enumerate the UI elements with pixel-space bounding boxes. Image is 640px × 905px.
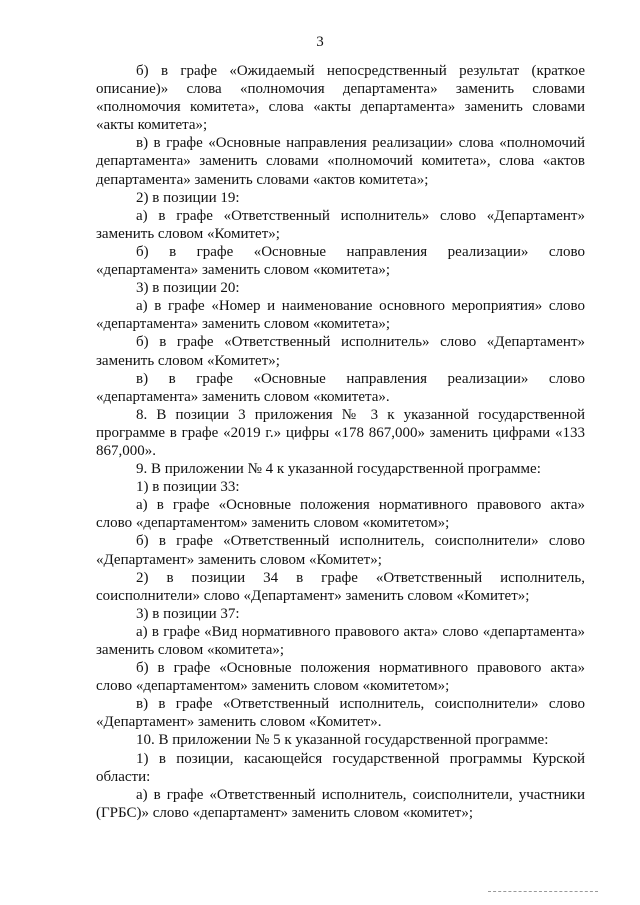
paragraph: в) в графе «Основные направления реализации» слова «полномочий департамента» заменить словами «полномочий комитета», слова «актов департамента» заменить словами «актов комитета»; xyxy=(96,135,585,188)
paragraph: б) в графе «Основные положения нормативного правового акта» слово «департаментом» заменить словом «комитетом»; xyxy=(96,660,585,695)
paragraph: 9. В приложении № 4 к указанной государственной программе: xyxy=(136,461,541,478)
page-number: 3 xyxy=(316,34,324,50)
paragraph: а) в графе «Номер и наименование основного мероприятия» слово «департамента» заменить словом «комитета»; xyxy=(96,298,585,333)
paragraph: 1) в позиции, касающейся государственной программы Курской области: xyxy=(96,750,585,785)
paragraph: а) в графе «Основные положения нормативного правового акта» слово «департаментом» заменить словом «комитетом»; xyxy=(96,497,585,532)
paragraph: 10. В приложении № 5 к указанной государственной программе: xyxy=(136,732,549,749)
paragraph: б) в графе «Ответственный исполнитель» слово «Департамент» заменить словом «Комитет»; xyxy=(96,334,585,369)
paragraph: а) в графе «Вид нормативного правового акта» слово «департамента» заменить словом «комитета»; xyxy=(96,623,585,658)
paragraph: а) в графе «Ответственный исполнитель» слово «Департамент» заменить словом «Комитет»; xyxy=(96,207,585,242)
paragraph: в) в графе «Ответственный исполнитель, соисполнители» слово «Департамент» заменить словом «Комитет». xyxy=(96,696,585,731)
paragraph: 3) в позиции 37: xyxy=(136,605,240,622)
paragraph: 1) в позиции 33: xyxy=(136,479,240,496)
paragraph: в) в графе «Основные направления реализации» слово «департамента» заменить словом «комитета». xyxy=(96,370,585,405)
document-body xyxy=(96,62,585,822)
scan-footer-mark xyxy=(488,890,598,892)
paragraph: 2) в позиции 19: xyxy=(136,189,240,206)
paragraph: 3) в позиции 20: xyxy=(136,280,240,297)
paragraph: 2) в позиции 34 в графе «Ответственный исполнитель, соисполнители» слово «Департамент» заменить словом «Комитет»; xyxy=(96,569,585,604)
paragraph: 8. В позиции 3 приложения № 3 к указанной государственной программе в графе «2019 г.» цифры «178 867,000» заменить цифрами «133 867,000». xyxy=(96,406,585,459)
paragraph: б) в графе «Ожидаемый непосредственный результат (краткое описание)» слова «полномочия департамента» заменить словами «полномочия комитета», слова «акты департамента» заменить словами «акты комитета»; xyxy=(96,63,585,134)
paragraph: б) в графе «Основные направления реализации» слово «департамента» заменить словом «комитета»; xyxy=(96,243,585,279)
paragraph: б) в графе «Ответственный исполнитель, соисполнители» слово «Департамент» заменить словом «Комитет»; xyxy=(96,533,585,568)
paragraph: а) в графе «Ответственный исполнитель, соисполнители, участники (ГРБС)» слово «департамент» заменить словом «комитет»; xyxy=(96,786,585,821)
